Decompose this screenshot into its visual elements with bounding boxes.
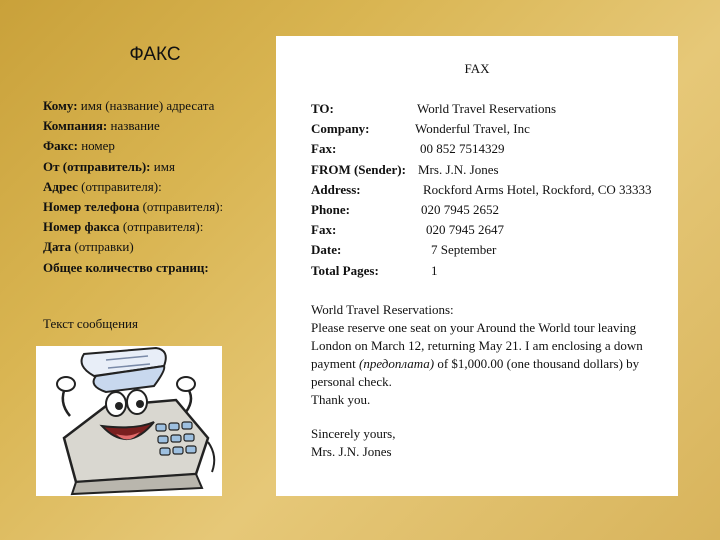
field-item (43, 157, 223, 177)
fax-row-value: Wonderful Travel, Inc (415, 121, 530, 137)
message-thanks: Thank you. (311, 392, 371, 407)
fax-row-value: 00 852 7514329 (420, 141, 505, 157)
fax-row-label: Fax: (311, 141, 337, 157)
message-body-text: Please reserve one seat on your Around the World tour leaving London on March 12, returning May 21. I am enclosing a down payment (311, 320, 643, 371)
fax-row-value: Mrs. J.N. Jones (418, 161, 499, 177)
fax-row-label: Fax: (311, 222, 337, 238)
field-desc: (отправителя): (77, 178, 162, 194)
fax-machine-illustration (36, 346, 222, 496)
fax-row-label: Date: (311, 242, 342, 258)
field-desc: (отправителя): (139, 198, 224, 214)
field-desc: название (107, 118, 160, 134)
message-body-text-end: of $1,000.00 (one thousand dollars) by personal check. (311, 356, 640, 389)
message-greeting: World Travel Reservations: (311, 302, 454, 317)
field-item (43, 177, 223, 197)
field-item (43, 217, 223, 237)
left-title: ФАКС (129, 44, 181, 65)
fax-title: FAX (464, 61, 490, 76)
fax-row-value: 1 (431, 262, 438, 278)
fax-row-value: 020 7945 2647 (426, 222, 504, 238)
message-signature: Mrs. J.N. Jones (311, 444, 392, 459)
fax-row-value: World Travel Reservations (417, 101, 557, 116)
message-closing: Sincerely yours, (311, 426, 396, 441)
field-name: Компания: (43, 118, 108, 134)
fax-row-label: Address: (311, 181, 361, 197)
field-desc: имя (название) адресата (77, 98, 215, 113)
fax-row-label: Phone: (311, 201, 350, 217)
field-item (43, 197, 223, 217)
message-label: Текст сообщения (43, 316, 138, 331)
fax-machine-cartoon-icon (36, 346, 222, 496)
field-name: Кому: (43, 98, 78, 113)
field-item (43, 116, 223, 136)
field-desc: номер (77, 138, 115, 154)
fax-document (276, 36, 678, 496)
fax-row-value: 020 7945 2652 (421, 201, 499, 217)
fax-row-label: Total Pages: (311, 262, 379, 278)
fax-message (311, 301, 673, 461)
field-item (43, 96, 223, 116)
field-item (43, 258, 223, 278)
fax-row-value: Rockford Arms Hotel, Rockford, CO 33333 (423, 181, 652, 197)
fax-row-label: TO: (311, 101, 334, 116)
field-desc: (отправителя): (119, 219, 204, 235)
field-name: От (отправитель): (43, 158, 151, 174)
field-name: Факс: (43, 138, 78, 154)
fax-row-label: FROM (Sender): (311, 161, 406, 177)
field-name: Дата (43, 239, 72, 255)
field-desc: имя (150, 158, 175, 174)
field-name: Общее количество страниц: (43, 259, 209, 275)
fax-row-value: 7 September (431, 242, 497, 258)
message-body (311, 319, 673, 391)
field-item (43, 136, 223, 156)
field-name: Номер телефона (43, 198, 140, 214)
field-desc: (отправки) (71, 239, 134, 255)
field-list (43, 96, 223, 278)
fax-row-label: Company: (311, 121, 370, 137)
field-item (43, 237, 223, 257)
field-name: Номер факса (43, 219, 120, 235)
field-name: Адрес (43, 178, 78, 194)
message-body-note: (предоплата) (359, 356, 435, 371)
